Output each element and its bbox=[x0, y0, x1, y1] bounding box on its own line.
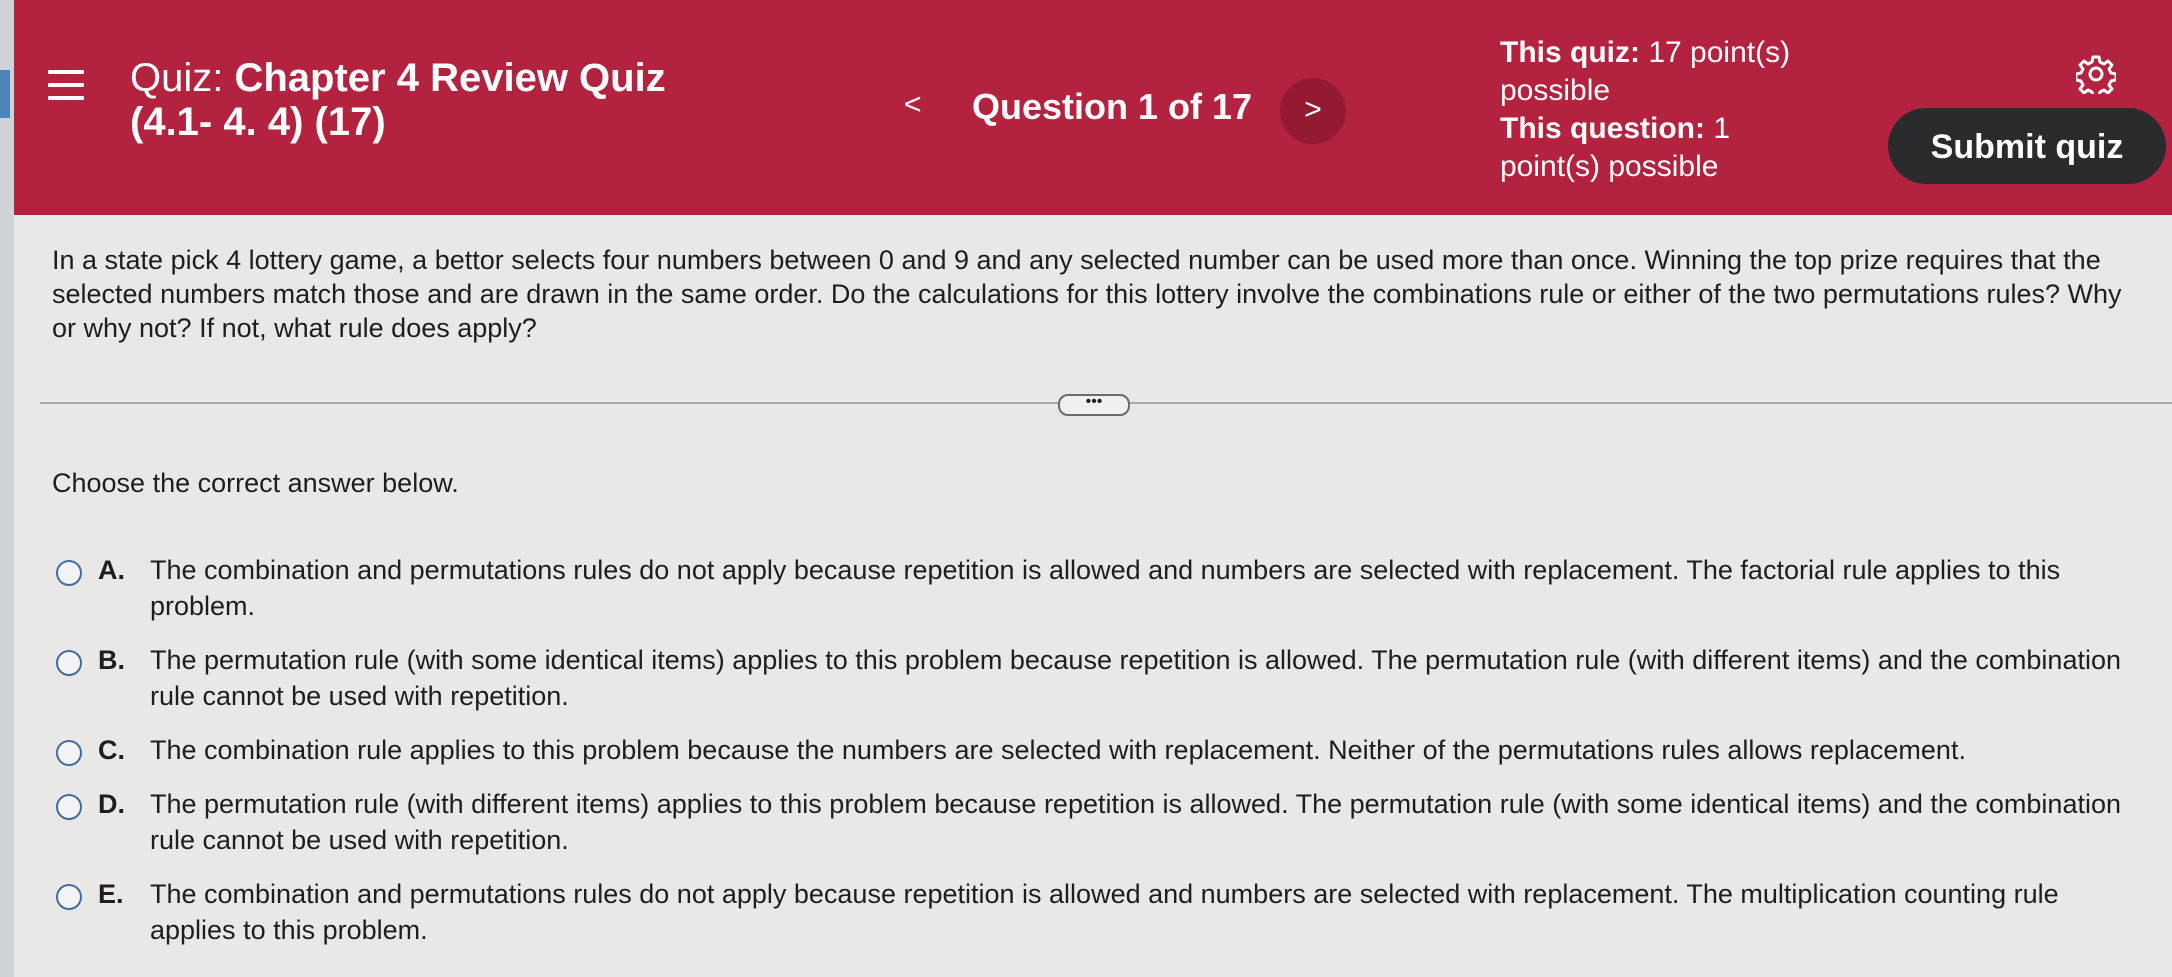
option-text: The permutation rule (with different items) applies to this problem because repetition is allowed. The permutation rule (with some identical items) and the combination rule cannot be used with repetition. bbox=[150, 789, 2121, 855]
previous-question-button[interactable]: < bbox=[904, 88, 922, 121]
divider-handle[interactable]: ••• bbox=[1058, 394, 1130, 416]
left-edge-accent bbox=[0, 70, 10, 118]
next-question-button[interactable]: > bbox=[1280, 78, 1346, 144]
option-letter: B. bbox=[98, 645, 125, 675]
radio-button[interactable] bbox=[56, 740, 82, 766]
radio-button[interactable] bbox=[56, 794, 82, 820]
option-text: The combination rule applies to this problem because the numbers are selected with replacement. Neither of the permutations rules allows replacement. bbox=[150, 735, 1966, 765]
question-text: In a state pick 4 lottery game, a bettor selects four numbers between 0 and 9 and any selected number can be used more than once. Winning the top prize requires that the selected numbers match those and are drawn in the same order. Do the calculations for this lottery involve the combinations rule or either of the two permutations rules? Why or why not? If not, what rule does apply? bbox=[52, 245, 2122, 343]
option-text: The combination and permutations rules do not apply because repetition is allowed and numbers are selected with replacement. The multiplication counting rule applies to this problem. bbox=[150, 879, 2059, 945]
left-edge-strip bbox=[0, 0, 14, 977]
submit-quiz-button[interactable]: Submit quiz bbox=[1888, 108, 2166, 184]
quiz-points-value: 17 point(s) bbox=[1648, 36, 1791, 69]
question-points-value: 1 bbox=[1713, 112, 1731, 145]
quiz-title-line2: (4.1- 4. 4) (17) bbox=[130, 100, 386, 144]
quiz-points-label: This quiz: bbox=[1500, 36, 1640, 69]
quiz-title-main: Chapter 4 Review Quiz bbox=[234, 56, 666, 100]
radio-button[interactable] bbox=[56, 560, 82, 586]
quiz-title bbox=[130, 56, 730, 144]
points-info bbox=[1500, 34, 1820, 186]
option-letter: E. bbox=[98, 879, 124, 909]
option-text: The combination and permutations rules do not apply because repetition is allowed and numbers are selected with replacement. The factorial rule applies to this problem. bbox=[150, 555, 2061, 621]
answer-prompt: Choose the correct answer below. bbox=[52, 468, 459, 498]
option-letter: A. bbox=[98, 555, 125, 585]
gear-icon[interactable] bbox=[2076, 54, 2116, 94]
question-points-label: This question: bbox=[1500, 112, 1705, 145]
quiz-header bbox=[14, 0, 2172, 215]
radio-button[interactable] bbox=[56, 884, 82, 910]
option-text: The permutation rule (with some identical items) applies to this problem because repetition is allowed. The permutation rule (with different items) and the combination rule cannot be used with repetition. bbox=[150, 645, 2121, 711]
option-letter: D. bbox=[98, 789, 125, 819]
quiz-points-suffix: possible bbox=[1500, 74, 1611, 107]
radio-button[interactable] bbox=[56, 650, 82, 676]
question-counter: Question 1 of 17 bbox=[972, 86, 1253, 127]
hamburger-icon[interactable] bbox=[48, 70, 84, 110]
option-letter: C. bbox=[98, 735, 125, 765]
question-points-suffix: point(s) possible bbox=[1500, 150, 1719, 183]
quiz-title-prefix: Quiz: bbox=[130, 56, 224, 100]
